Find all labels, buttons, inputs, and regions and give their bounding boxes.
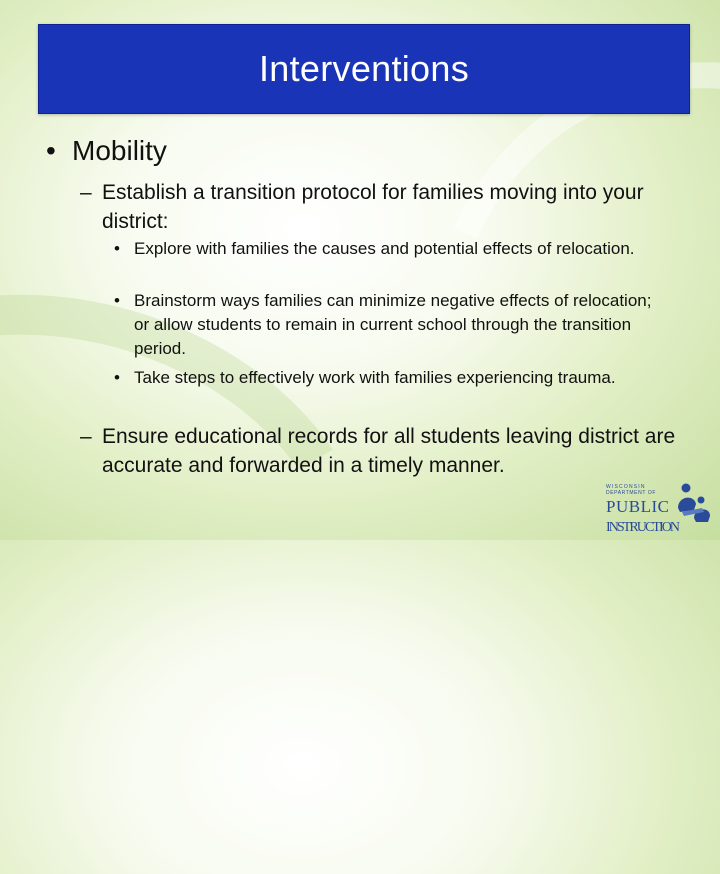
slide-title: Interventions bbox=[258, 48, 470, 89]
dot-marker: • bbox=[114, 368, 120, 387]
logo-people-icon bbox=[678, 484, 710, 523]
bullet-marker: • bbox=[46, 135, 56, 166]
logo-line1: WISCONSIN bbox=[606, 484, 646, 490]
sub-bullet-text: Ensure educational records for all students leaving district are accurate and forwarded in a timely manner. bbox=[102, 425, 676, 477]
dash-marker: – bbox=[80, 181, 92, 204]
dash-marker: – bbox=[80, 425, 92, 448]
sub-sub-bullet-text: Brainstorm ways families can minimize negative effects of relocation; or allow students to remain in current school through the transition period. bbox=[134, 291, 652, 358]
dpi-logo-graphic bbox=[604, 482, 712, 534]
dot-marker: • bbox=[114, 291, 120, 310]
logo-line3: PUBLIC bbox=[606, 497, 670, 516]
dot-marker: • bbox=[114, 239, 120, 258]
dpi-logo bbox=[604, 482, 712, 534]
sub-sub-bullet-text: Take steps to effectively work with families experiencing trauma. bbox=[134, 368, 616, 387]
logo-line2: DEPARTMENT OF bbox=[606, 490, 657, 496]
bullet-text: Mobility bbox=[72, 135, 167, 166]
sub-sub-bullet-text: Explore with families the causes and potential effects of relocation. bbox=[134, 239, 635, 258]
logo-line4: INSTRUCTION bbox=[606, 520, 680, 534]
sub-bullet-text: Establish a transition protocol for families moving into your district: bbox=[102, 181, 644, 233]
